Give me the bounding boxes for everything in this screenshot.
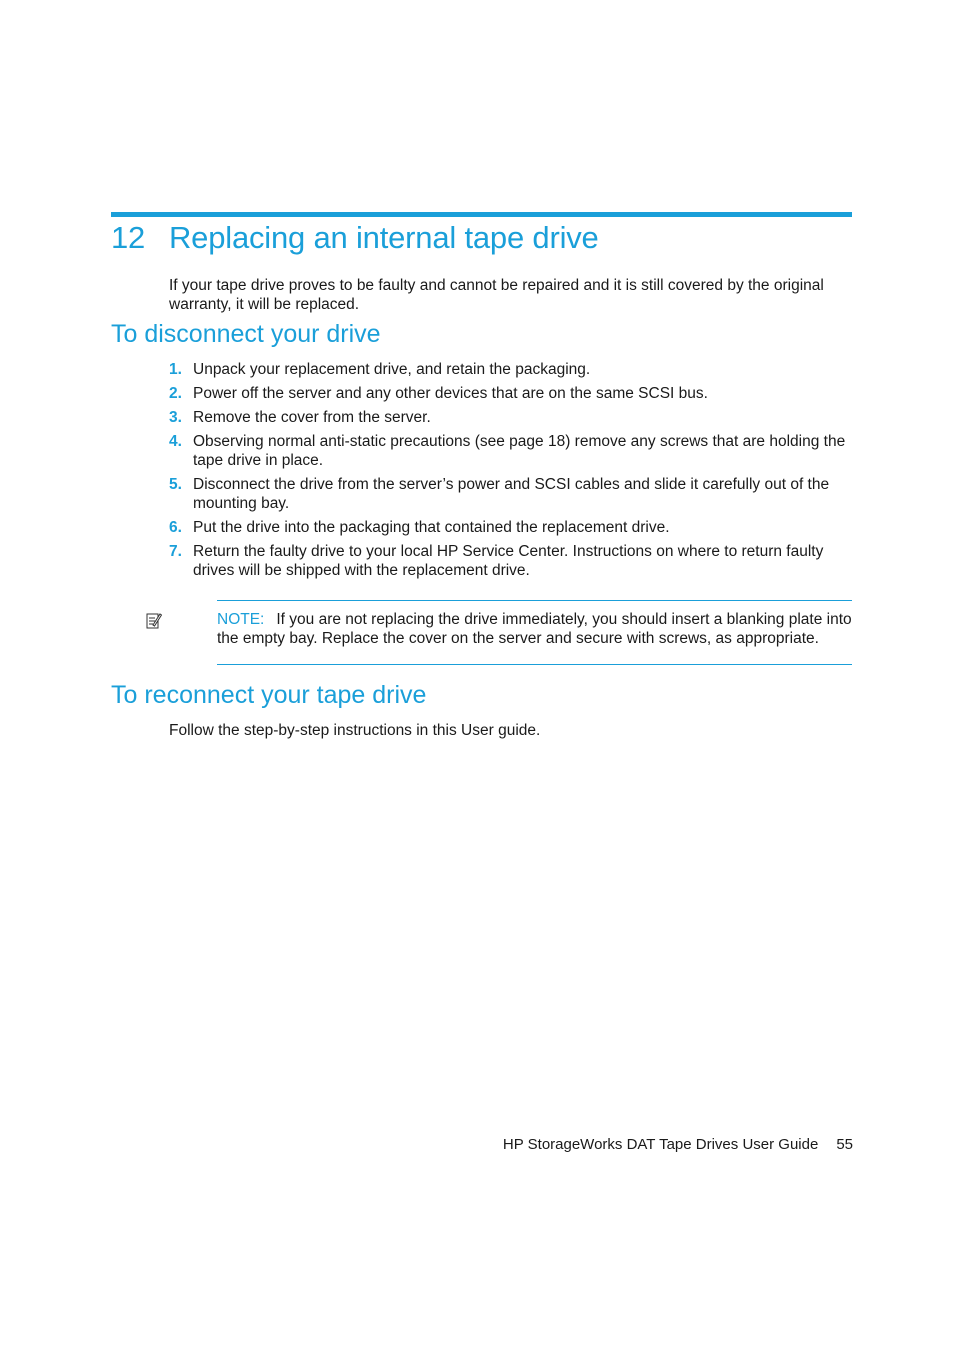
reconnect-text: Follow the step-by-step instructions in this User guide. xyxy=(169,722,541,739)
step-text: Observing normal anti-static precautions (see page 18) remove any screws that are holding the tape drive in place. xyxy=(193,433,846,469)
step-number: 3. xyxy=(169,409,182,426)
list-item xyxy=(169,384,853,403)
step-number: 5. xyxy=(169,476,182,493)
list-item xyxy=(169,408,853,427)
step-number: 2. xyxy=(169,385,182,402)
step-text: Unpack your replacement drive, and retain the packaging. xyxy=(193,361,591,378)
step-text: Power off the server and any other devices that are on the same SCSI bus. xyxy=(193,385,708,402)
note-icon xyxy=(146,611,162,629)
list-item xyxy=(169,432,853,470)
chapter-title xyxy=(111,220,599,256)
note-top-rule xyxy=(217,600,852,601)
step-text: Return the faulty drive to your local HP Service Center. Instructions on where to return faulty drives will be shipped with the replacement drive. xyxy=(193,543,824,579)
page-number: 55 xyxy=(836,1136,853,1153)
step-text: Put the drive into the packaging that contained the replacement drive. xyxy=(193,519,670,536)
step-text: Remove the cover from the server. xyxy=(193,409,431,426)
chapter-rule xyxy=(111,212,852,217)
footer-guide-title: HP StorageWorks DAT Tape Drives User Guide xyxy=(502,1136,819,1153)
section-heading-reconnect: To reconnect your tape drive xyxy=(111,681,427,709)
chapter-number: 12 xyxy=(111,220,146,255)
list-item xyxy=(169,518,853,537)
step-text: Disconnect the drive from the server’s power and SCSI cables and slide it carefully out of the mounting bay. xyxy=(193,476,830,512)
note-bottom-rule xyxy=(217,664,852,665)
note-box xyxy=(217,610,853,648)
step-number: 4. xyxy=(169,433,182,450)
list-item xyxy=(169,542,853,580)
step-number: 7. xyxy=(169,543,182,560)
step-number: 6. xyxy=(169,519,182,536)
page-footer xyxy=(400,1136,853,1153)
section-heading-disconnect: To disconnect your drive xyxy=(111,320,381,348)
note-label: NOTE: xyxy=(217,611,265,628)
list-item xyxy=(169,360,853,379)
step-number: 1. xyxy=(169,361,182,378)
list-item xyxy=(169,475,853,513)
disconnect-steps-list xyxy=(169,360,853,585)
chapter-intro: If your tape drive proves to be faulty and cannot be repaired and it is still covered by the original warranty, it will be replaced. xyxy=(169,277,824,313)
chapter-title-text: Replacing an internal tape drive xyxy=(169,220,599,255)
note-text: If you are not replacing the drive immediately, you should insert a blanking plate into the empty bay. Replace the cover on the server and secure with screws, as appropriate. xyxy=(217,611,852,647)
